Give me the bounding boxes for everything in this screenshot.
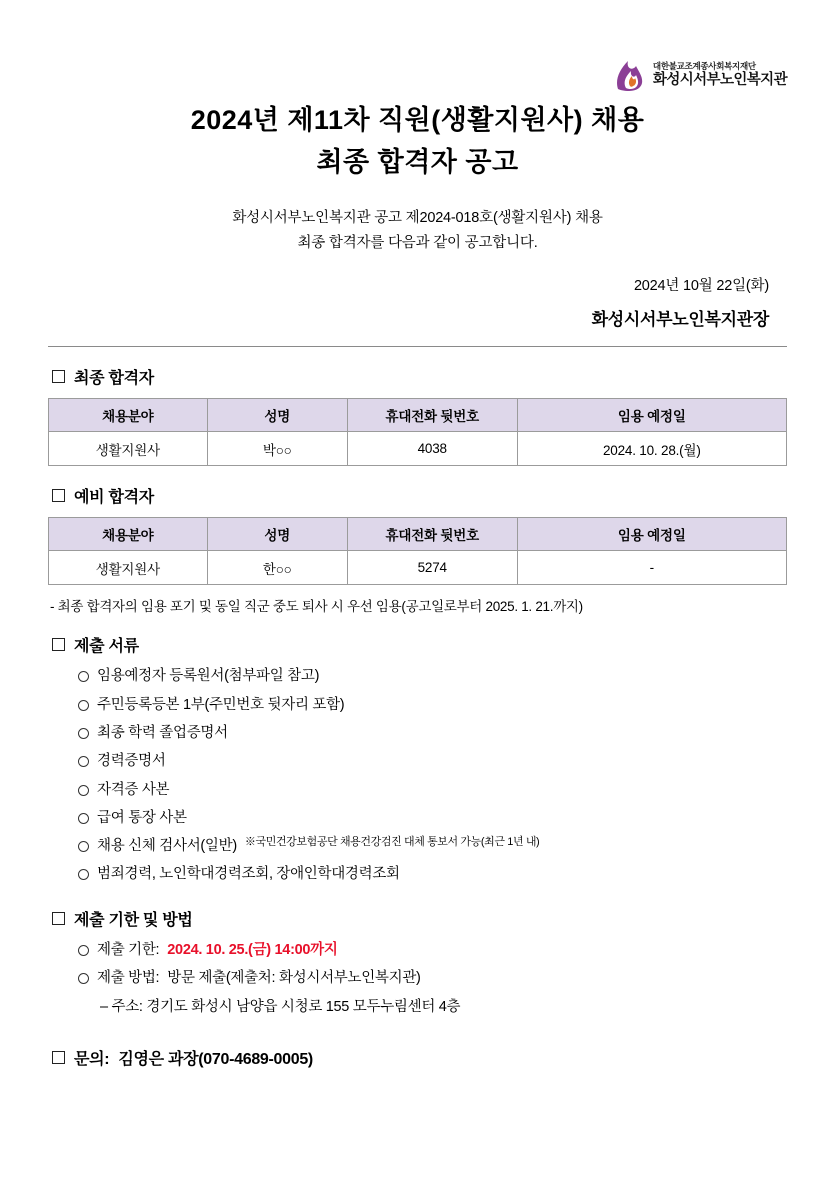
circle-bullet-icon bbox=[78, 813, 89, 824]
header-divider bbox=[48, 346, 787, 347]
checkbox-square-icon bbox=[52, 1051, 65, 1064]
subtitle-block bbox=[48, 206, 787, 257]
cell-field: 생활지원사 bbox=[49, 551, 208, 585]
list-item-label: 자격증 사본 bbox=[97, 781, 170, 798]
list-item-label: 채용 신체 검사서(일반) bbox=[97, 838, 237, 855]
checkbox-square-icon bbox=[52, 489, 65, 502]
list-item-method bbox=[78, 964, 787, 992]
table-row bbox=[49, 551, 787, 585]
logo-foundation-name: 대한불교조계종사회복지재단 bbox=[652, 60, 756, 71]
section-title-submission: 제출 기한 및 방법 bbox=[74, 911, 193, 929]
section-heading-submission bbox=[52, 907, 787, 930]
cell-name: 한○○ bbox=[207, 551, 347, 585]
list-item-label: 최종 학력 졸업증명서 bbox=[97, 724, 228, 741]
section-submission bbox=[48, 907, 787, 1021]
section-heading-reserve bbox=[52, 484, 787, 507]
circle-bullet-icon bbox=[78, 973, 89, 984]
lotus-flame-icon bbox=[614, 58, 646, 92]
list-item bbox=[78, 662, 787, 690]
list-item bbox=[78, 747, 787, 775]
method-value: 방문 제출(제출처: 화성시서부노인복지관) bbox=[167, 969, 421, 986]
logo-text bbox=[653, 62, 787, 88]
submission-address: – 주소: 경기도 화성시 남양읍 시청로 155 모두누림센터 4층 bbox=[100, 999, 461, 1016]
list-item-label: 임용예정자 등록원서(첨부파일 참고) bbox=[97, 668, 320, 685]
reserve-successful-table bbox=[48, 517, 787, 585]
list-item-label: 경력증명서 bbox=[97, 753, 166, 770]
subtitle-line1: 화성시서부노인복지관 공고 제2024-018호(생활지원사) 채용 bbox=[232, 209, 603, 226]
list-item bbox=[78, 776, 787, 804]
deadline-value: 2024. 10. 25.(금) 14:00까지 bbox=[167, 941, 338, 958]
final-successful-table bbox=[48, 398, 787, 466]
column-header-name: 성명 bbox=[207, 399, 347, 432]
list-item-label: 범죄경력, 노인학대경력조회, 장애인학대경력조회 bbox=[97, 866, 400, 883]
documents-list bbox=[48, 662, 787, 888]
contact-label: 문의: bbox=[74, 1051, 110, 1069]
contact-line bbox=[52, 1046, 787, 1069]
section-title-final: 최종 합격자 bbox=[74, 370, 154, 388]
section-title-reserve: 예비 합격자 bbox=[74, 489, 154, 507]
subtitle-line2: 최종 합격자를 다음과 같이 공고합니다. bbox=[297, 235, 538, 252]
circle-bullet-icon bbox=[78, 841, 89, 852]
column-header-date: 임용 예정일 bbox=[517, 518, 786, 551]
list-item-label: 급여 통장 사본 bbox=[97, 809, 187, 826]
section-title-documents: 제출 서류 bbox=[74, 638, 139, 656]
logo-center-name: 화성시서부노인복지관 bbox=[652, 71, 787, 88]
cell-date: 2024. 10. 28.(월) bbox=[517, 432, 786, 466]
circle-bullet-icon bbox=[78, 945, 89, 956]
circle-bullet-icon bbox=[78, 728, 89, 739]
list-item-note: ※국민건강보험공단 채용건강검진 대체 통보서 가능(최근 1년 내) bbox=[244, 836, 540, 849]
circle-bullet-icon bbox=[78, 785, 89, 796]
section-heading-final bbox=[52, 365, 787, 388]
cell-phone: 5274 bbox=[347, 551, 517, 585]
section-documents bbox=[48, 633, 787, 888]
column-header-name: 성명 bbox=[207, 518, 347, 551]
submission-list bbox=[48, 936, 787, 993]
table-header-row bbox=[49, 518, 787, 551]
organization-logo bbox=[614, 58, 787, 92]
circle-bullet-icon bbox=[78, 756, 89, 767]
page-title-line2: 최종 합격자 공고 bbox=[316, 146, 519, 177]
checkbox-square-icon bbox=[52, 638, 65, 651]
table-row bbox=[49, 432, 787, 466]
deadline-label: 제출 기한: bbox=[97, 941, 160, 958]
section-reserve-successful bbox=[48, 484, 787, 615]
list-item-label: 주민등록등본 1부(주민번호 뒷자리 포함) bbox=[97, 696, 345, 713]
method-label: 제출 방법: bbox=[97, 969, 160, 986]
circle-bullet-icon bbox=[78, 671, 89, 682]
section-heading-documents bbox=[52, 633, 787, 656]
cell-date: - bbox=[517, 551, 786, 585]
list-item bbox=[78, 691, 787, 719]
circle-bullet-icon bbox=[78, 700, 89, 711]
column-header-phone: 휴대전화 뒷번호 bbox=[347, 518, 517, 551]
section-final-successful bbox=[48, 365, 787, 466]
column-header-phone: 휴대전화 뒷번호 bbox=[347, 399, 517, 432]
list-item bbox=[78, 804, 787, 832]
list-item bbox=[78, 832, 787, 860]
column-header-field: 채용분야 bbox=[49, 518, 208, 551]
cell-name: 박○○ bbox=[207, 432, 347, 466]
announcement-date: 2024년 10월 22일(화) bbox=[633, 278, 769, 295]
issuing-organization: 화성시서부노인복지관장 bbox=[591, 310, 769, 330]
checkbox-square-icon bbox=[52, 370, 65, 383]
contact-value: 김영은 과장(070-4689-0005) bbox=[118, 1051, 313, 1069]
list-item bbox=[78, 719, 787, 747]
list-item bbox=[78, 860, 787, 888]
circle-bullet-icon bbox=[78, 869, 89, 880]
table-header-row bbox=[49, 399, 787, 432]
checkbox-square-icon bbox=[52, 912, 65, 925]
cell-field: 생활지원사 bbox=[49, 432, 208, 466]
reserve-note: - 최종 합격자의 임용 포기 및 동일 직군 중도 퇴사 시 우선 임용(공고일로부터 2025. 1. 21.까지) bbox=[50, 599, 583, 615]
column-header-date: 임용 예정일 bbox=[517, 399, 786, 432]
page-title-line1: 2024년 제11차 직원(생활지원사) 채용 bbox=[190, 105, 645, 135]
list-item-deadline bbox=[78, 936, 787, 964]
cell-phone: 4038 bbox=[347, 432, 517, 466]
column-header-field: 채용분야 bbox=[49, 399, 208, 432]
section-contact bbox=[48, 1046, 787, 1069]
